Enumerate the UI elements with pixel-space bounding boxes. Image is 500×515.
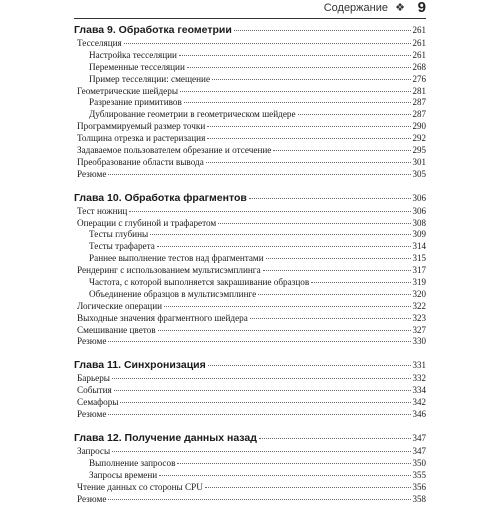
toc-entry-label: Толщина отрезка и растеризация [77, 133, 206, 144]
toc-entry-label: Глава 11. Синхронизация [74, 359, 206, 372]
toc-entry[interactable] [74, 62, 426, 74]
dot-leader [218, 223, 410, 224]
toc-page-number: 306 [412, 205, 426, 216]
toc-page-number: 317 [412, 265, 426, 276]
toc-page-number: 295 [412, 145, 426, 156]
toc-page-number: 358 [412, 493, 426, 504]
dot-leader [234, 30, 411, 31]
toc-entry-label: Тест ножниц [77, 205, 128, 216]
dot-leader [124, 43, 411, 44]
toc-entry-label: Задаваемое пользователем обрезание и отсечение [77, 145, 272, 156]
toc-page-number: 319 [412, 277, 426, 288]
toc-page-number: 346 [412, 409, 426, 420]
dot-leader [207, 126, 410, 127]
toc-entry[interactable] [74, 458, 426, 470]
toc-entry[interactable] [74, 38, 426, 50]
diamond-ornament-icon: ❖ [395, 2, 405, 14]
header-title: Содержание [323, 2, 388, 14]
toc-entry[interactable] [74, 313, 426, 325]
toc-entry[interactable] [74, 265, 426, 277]
toc-page-number: 309 [412, 229, 426, 240]
toc-entry[interactable] [74, 373, 426, 385]
toc-entry[interactable] [74, 277, 426, 289]
toc-entry[interactable] [74, 409, 426, 421]
toc-entry[interactable] [74, 253, 426, 265]
table-of-contents [74, 23, 426, 515]
toc-page-number: 268 [412, 61, 426, 72]
toc-entry[interactable] [74, 169, 426, 181]
toc-entry-label: Дублирование геометрии в геометрическом шейдере [89, 109, 296, 120]
toc-entry[interactable] [74, 301, 426, 313]
toc-entry[interactable] [74, 157, 426, 169]
toc-page-number: 342 [412, 397, 426, 408]
dot-leader [112, 451, 410, 452]
toc-entry[interactable] [74, 397, 426, 409]
toc-entry-label: Тесселяция [77, 38, 122, 48]
dot-leader [212, 79, 410, 80]
toc-entry-label: Запросы [77, 445, 111, 456]
toc-page-number: 281 [412, 85, 426, 96]
toc-entry-label: Резюме [77, 336, 107, 347]
toc-page-number: 287 [412, 109, 426, 120]
toc-page-number: 287 [412, 97, 426, 108]
toc-entry[interactable] [74, 206, 426, 218]
dot-leader [150, 234, 410, 235]
dot-leader [206, 162, 411, 163]
toc-entry-label: Смешивание цветов [77, 324, 156, 335]
toc-entry[interactable] [74, 229, 426, 241]
toc-page-number: 292 [412, 133, 426, 144]
chapter-title[interactable] [74, 191, 426, 205]
chapter-block [74, 358, 426, 421]
dot-leader [266, 258, 411, 259]
dot-leader [263, 270, 411, 271]
toc-entry-label: Барьеры [77, 373, 110, 384]
toc-entry[interactable] [74, 50, 426, 62]
toc-entry[interactable] [74, 241, 426, 253]
dot-leader [108, 341, 410, 342]
toc-entry-label: Резюме [77, 168, 107, 179]
toc-entry-label: Рендеринг с использованием мультисэмплинга [77, 265, 261, 276]
dot-leader [273, 150, 410, 151]
toc-entry-label: События [77, 385, 112, 396]
toc-page-number: 322 [412, 300, 426, 311]
dot-leader [311, 282, 410, 283]
toc-page-number: 301 [412, 156, 426, 167]
dot-leader [208, 365, 411, 366]
dot-leader [159, 475, 410, 476]
toc-page-number: 347 [412, 445, 426, 456]
dot-leader [180, 91, 411, 92]
dot-leader [298, 114, 411, 115]
toc-page-number: 347 [412, 432, 426, 443]
dot-leader [179, 55, 411, 56]
toc-entry-label: Настройка тесселяции [89, 49, 177, 60]
toc-entry-label: Операции с глубиной и трафаретом [77, 217, 217, 228]
toc-entry[interactable] [74, 97, 426, 109]
running-header [0, 0, 500, 20]
toc-entry-label: Выполнение запросов [89, 457, 176, 468]
toc-entry-label: Запросы времени [89, 469, 158, 480]
toc-page-number: 305 [412, 168, 426, 179]
header-rule [74, 18, 426, 19]
toc-entry-label: Программируемый размер точки [77, 121, 206, 132]
chapter-block [74, 23, 426, 181]
chapter-title[interactable] [74, 431, 426, 445]
toc-entry-label: Тесты глубины [89, 229, 149, 240]
toc-entry-label: Глава 12. Получение данных назад [74, 431, 257, 444]
toc-entry-label: Раннее выполнение тестов над фрагментами [89, 253, 264, 264]
dot-leader [205, 487, 411, 488]
toc-page-number: 261 [412, 49, 426, 60]
chapter-block [74, 191, 426, 349]
toc-page-number: 332 [412, 373, 426, 384]
dot-leader [158, 330, 411, 331]
toc-page-number: 327 [412, 324, 426, 335]
toc-entry[interactable] [74, 218, 426, 230]
dot-leader [184, 102, 411, 103]
toc-entry[interactable] [74, 145, 426, 157]
toc-page-number: 356 [412, 481, 426, 492]
toc-page-number: 355 [412, 469, 426, 480]
toc-page-number: 308 [412, 217, 426, 228]
dot-leader [258, 294, 410, 295]
toc-entry-label: Тесты трафарета [89, 241, 155, 252]
dot-leader [177, 463, 410, 464]
toc-page-number: 276 [412, 73, 426, 84]
chapter-block [74, 431, 426, 505]
toc-page-number: 320 [412, 288, 426, 299]
toc-entry[interactable] [74, 86, 426, 98]
toc-entry-label: Глава 10. Обработка фрагментов [74, 191, 247, 204]
toc-page-number: 323 [412, 312, 426, 323]
toc-entry[interactable] [74, 494, 426, 506]
chapter-title[interactable] [74, 358, 426, 372]
toc-entry-label: Логические операции [77, 300, 163, 311]
toc-page-number: 315 [412, 253, 426, 264]
page-number: 9 [417, 0, 426, 16]
toc-page-number: 290 [412, 121, 426, 132]
dot-leader [207, 138, 410, 139]
toc-entry[interactable] [74, 109, 426, 121]
chapter-title[interactable] [74, 23, 426, 37]
toc-entry-label: Преобразование области вывода [77, 156, 204, 167]
toc-entry[interactable] [74, 289, 426, 301]
toc-page-number: 314 [412, 241, 426, 252]
toc-entry-label: Объединение образцов в мультисэмплинге [89, 288, 257, 299]
toc-page-number: 334 [412, 385, 426, 396]
dot-leader [157, 246, 411, 247]
dot-leader [112, 378, 411, 379]
dot-leader [129, 211, 410, 212]
toc-entry-label: Частота, с которой выполняется закрашивание образцов [89, 277, 310, 288]
dot-leader [108, 414, 410, 415]
dot-leader [187, 67, 411, 68]
toc-page-number: 331 [412, 360, 426, 371]
toc-page-number: 261 [412, 25, 426, 35]
dot-leader [108, 174, 410, 175]
toc-entry-label: Переменные тесселяции [89, 61, 185, 72]
dot-leader [120, 402, 410, 403]
toc-entry[interactable] [74, 482, 426, 494]
dot-leader [249, 198, 411, 199]
toc-page-number: 261 [412, 38, 426, 48]
toc-entry-label: Чтение данных со стороны CPU [77, 481, 203, 492]
toc-entry[interactable] [74, 74, 426, 86]
toc-page-number: 350 [412, 457, 426, 468]
toc-entry-label: Резюме [77, 493, 107, 504]
dot-leader [259, 438, 411, 439]
toc-page-number: 306 [412, 192, 426, 203]
toc-entry-label: Резюме [77, 409, 107, 420]
toc-entry[interactable] [74, 325, 426, 337]
toc-entry-label: Разрезание примитивов [89, 97, 182, 108]
toc-entry-label: Пример тесселяции: смещение [89, 73, 211, 84]
toc-entry[interactable] [74, 121, 426, 133]
toc-entry[interactable] [74, 470, 426, 482]
dot-leader [114, 390, 411, 391]
toc-entry-label: Выходные значения фрагментного шейдера [77, 312, 248, 323]
toc-entry-label: Семафоры [77, 397, 119, 408]
toc-entry[interactable] [74, 133, 426, 145]
toc-entry[interactable] [74, 385, 426, 397]
toc-entry-label: Геометрические шейдеры [77, 85, 178, 96]
toc-entry-label: Глава 9. Обработка геометрии [74, 24, 232, 36]
toc-entry[interactable] [74, 446, 426, 458]
toc-page-number: 330 [412, 336, 426, 347]
dot-leader [164, 306, 410, 307]
toc-entry[interactable] [74, 336, 426, 348]
dot-leader [108, 499, 410, 500]
dot-leader [250, 318, 411, 319]
